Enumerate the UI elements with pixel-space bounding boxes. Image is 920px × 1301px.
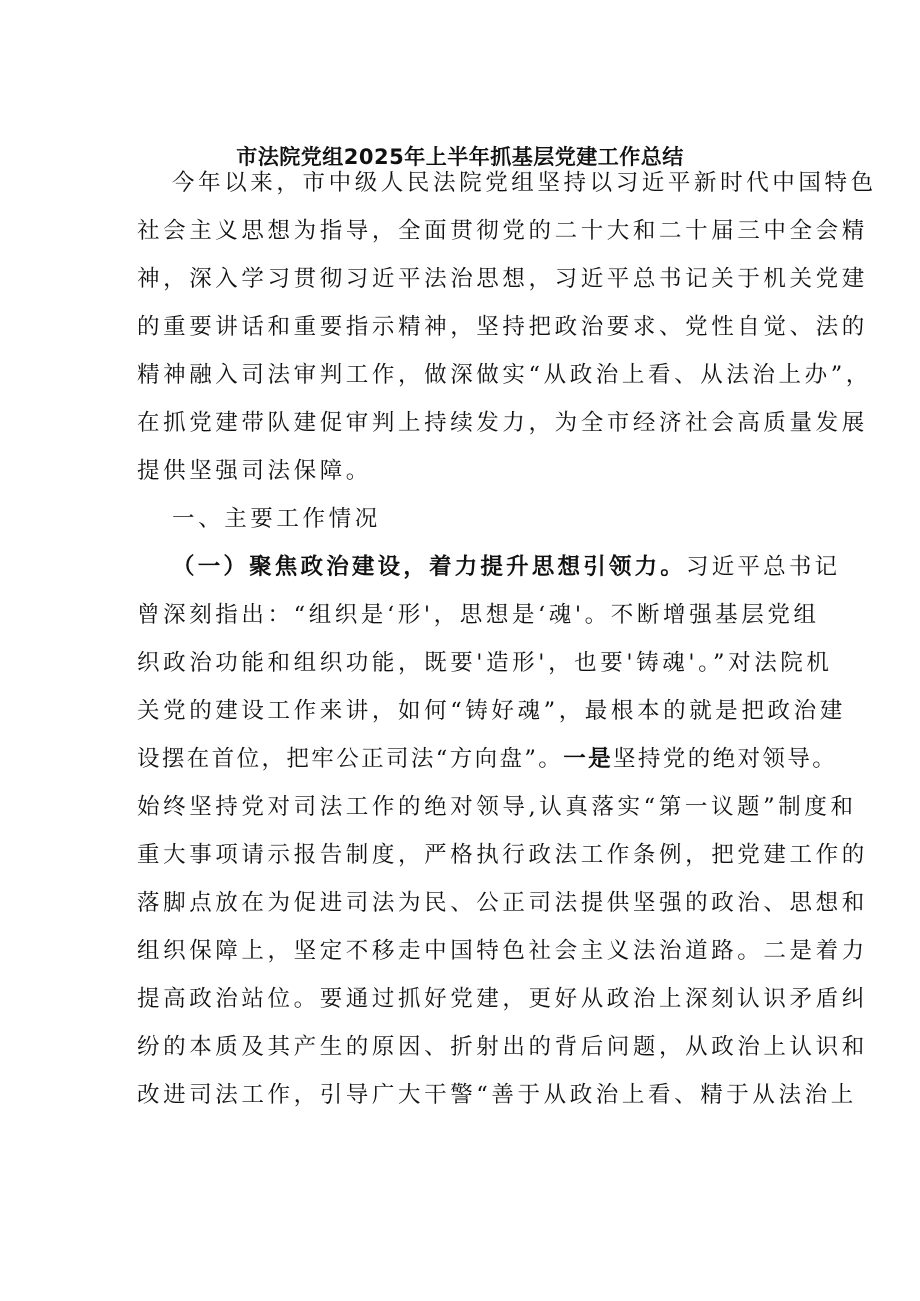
body-line-4 bbox=[137, 743, 837, 775]
body-line-5: 始终坚持党对司法工作的绝对领导,认真落实“第一议题”制度和 bbox=[137, 794, 857, 820]
body-line-4-post: 坚持党的绝对领导。 bbox=[613, 746, 838, 772]
intro-line-2: 社会主义思想为指导，全面贯彻党的二十大和二十届三中全会精 bbox=[137, 218, 868, 244]
intro-line-5: 精神融入司法审判工作，做深做实“从政治上看、从法治上办”， bbox=[137, 362, 872, 388]
intro-line-1: 今年以来，市中级人民法院党组坚持以习近平新时代中国特色 bbox=[172, 170, 877, 196]
subsection-line-1 bbox=[172, 551, 840, 583]
body-line-1: 曾深刻指出：“组织是‘形'，思想是‘魂'。不断增强基层党组 bbox=[137, 602, 820, 628]
section-heading: 一、主要工作情况 bbox=[172, 506, 381, 532]
intro-line-4: 的重要讲话和重要指示精神，坚持把政治要求、党性自觉、法的 bbox=[137, 314, 868, 340]
body-line-6: 重大事项请示报告制度，严格执行政法工作条例，把党建工作的 bbox=[137, 842, 868, 868]
body-line-10: 纷的本质及其产生的原因、折射出的背后问题，从政治上认识和 bbox=[137, 1034, 868, 1060]
body-line-11: 改进司法工作，引导广大干警“善于从政治上看、精于从法治上 bbox=[137, 1082, 857, 1108]
body-line-3: 关党的建设工作来讲，如何“铸好魂”，最根本的就是把政治建 bbox=[137, 698, 846, 724]
body-line-8: 组织保障上，坚定不移走中国特色社会主义法治道路。二是着力 bbox=[137, 938, 868, 964]
intro-line-3: 神，深入学习贯彻习近平法治思想，习近平总书记关于机关党建 bbox=[137, 266, 868, 292]
intro-line-7: 提供坚强司法保障。 bbox=[137, 458, 372, 484]
body-line-4-pre: 设摆在首位，把牢公正司法“方向盘”。 bbox=[137, 746, 564, 772]
point-one-marker: 一是 bbox=[563, 746, 614, 772]
document-title: 市法院党组2025年上半年抓基层党建工作总结 bbox=[236, 145, 684, 169]
body-line-7: 落脚点放在为促进司法为民、公正司法提供坚强的政治、思想和 bbox=[137, 890, 868, 916]
intro-line-6: 在抓党建带队建促审判上持续发力，为全市经济社会高质量发展 bbox=[137, 410, 868, 436]
subsection-line-1-rest: 习近平总书记 bbox=[686, 554, 841, 580]
subsection-heading: （一）聚焦政治建设，着力提升思想引领力。 bbox=[172, 554, 687, 580]
body-line-9: 提高政治站位。要通过抓好党建，更好从政治上深刻认识矛盾纠 bbox=[137, 986, 868, 1012]
body-line-2: 织政治功能和组织功能，既要'造形'，也要'铸魂'。”对法院机 bbox=[137, 650, 833, 676]
